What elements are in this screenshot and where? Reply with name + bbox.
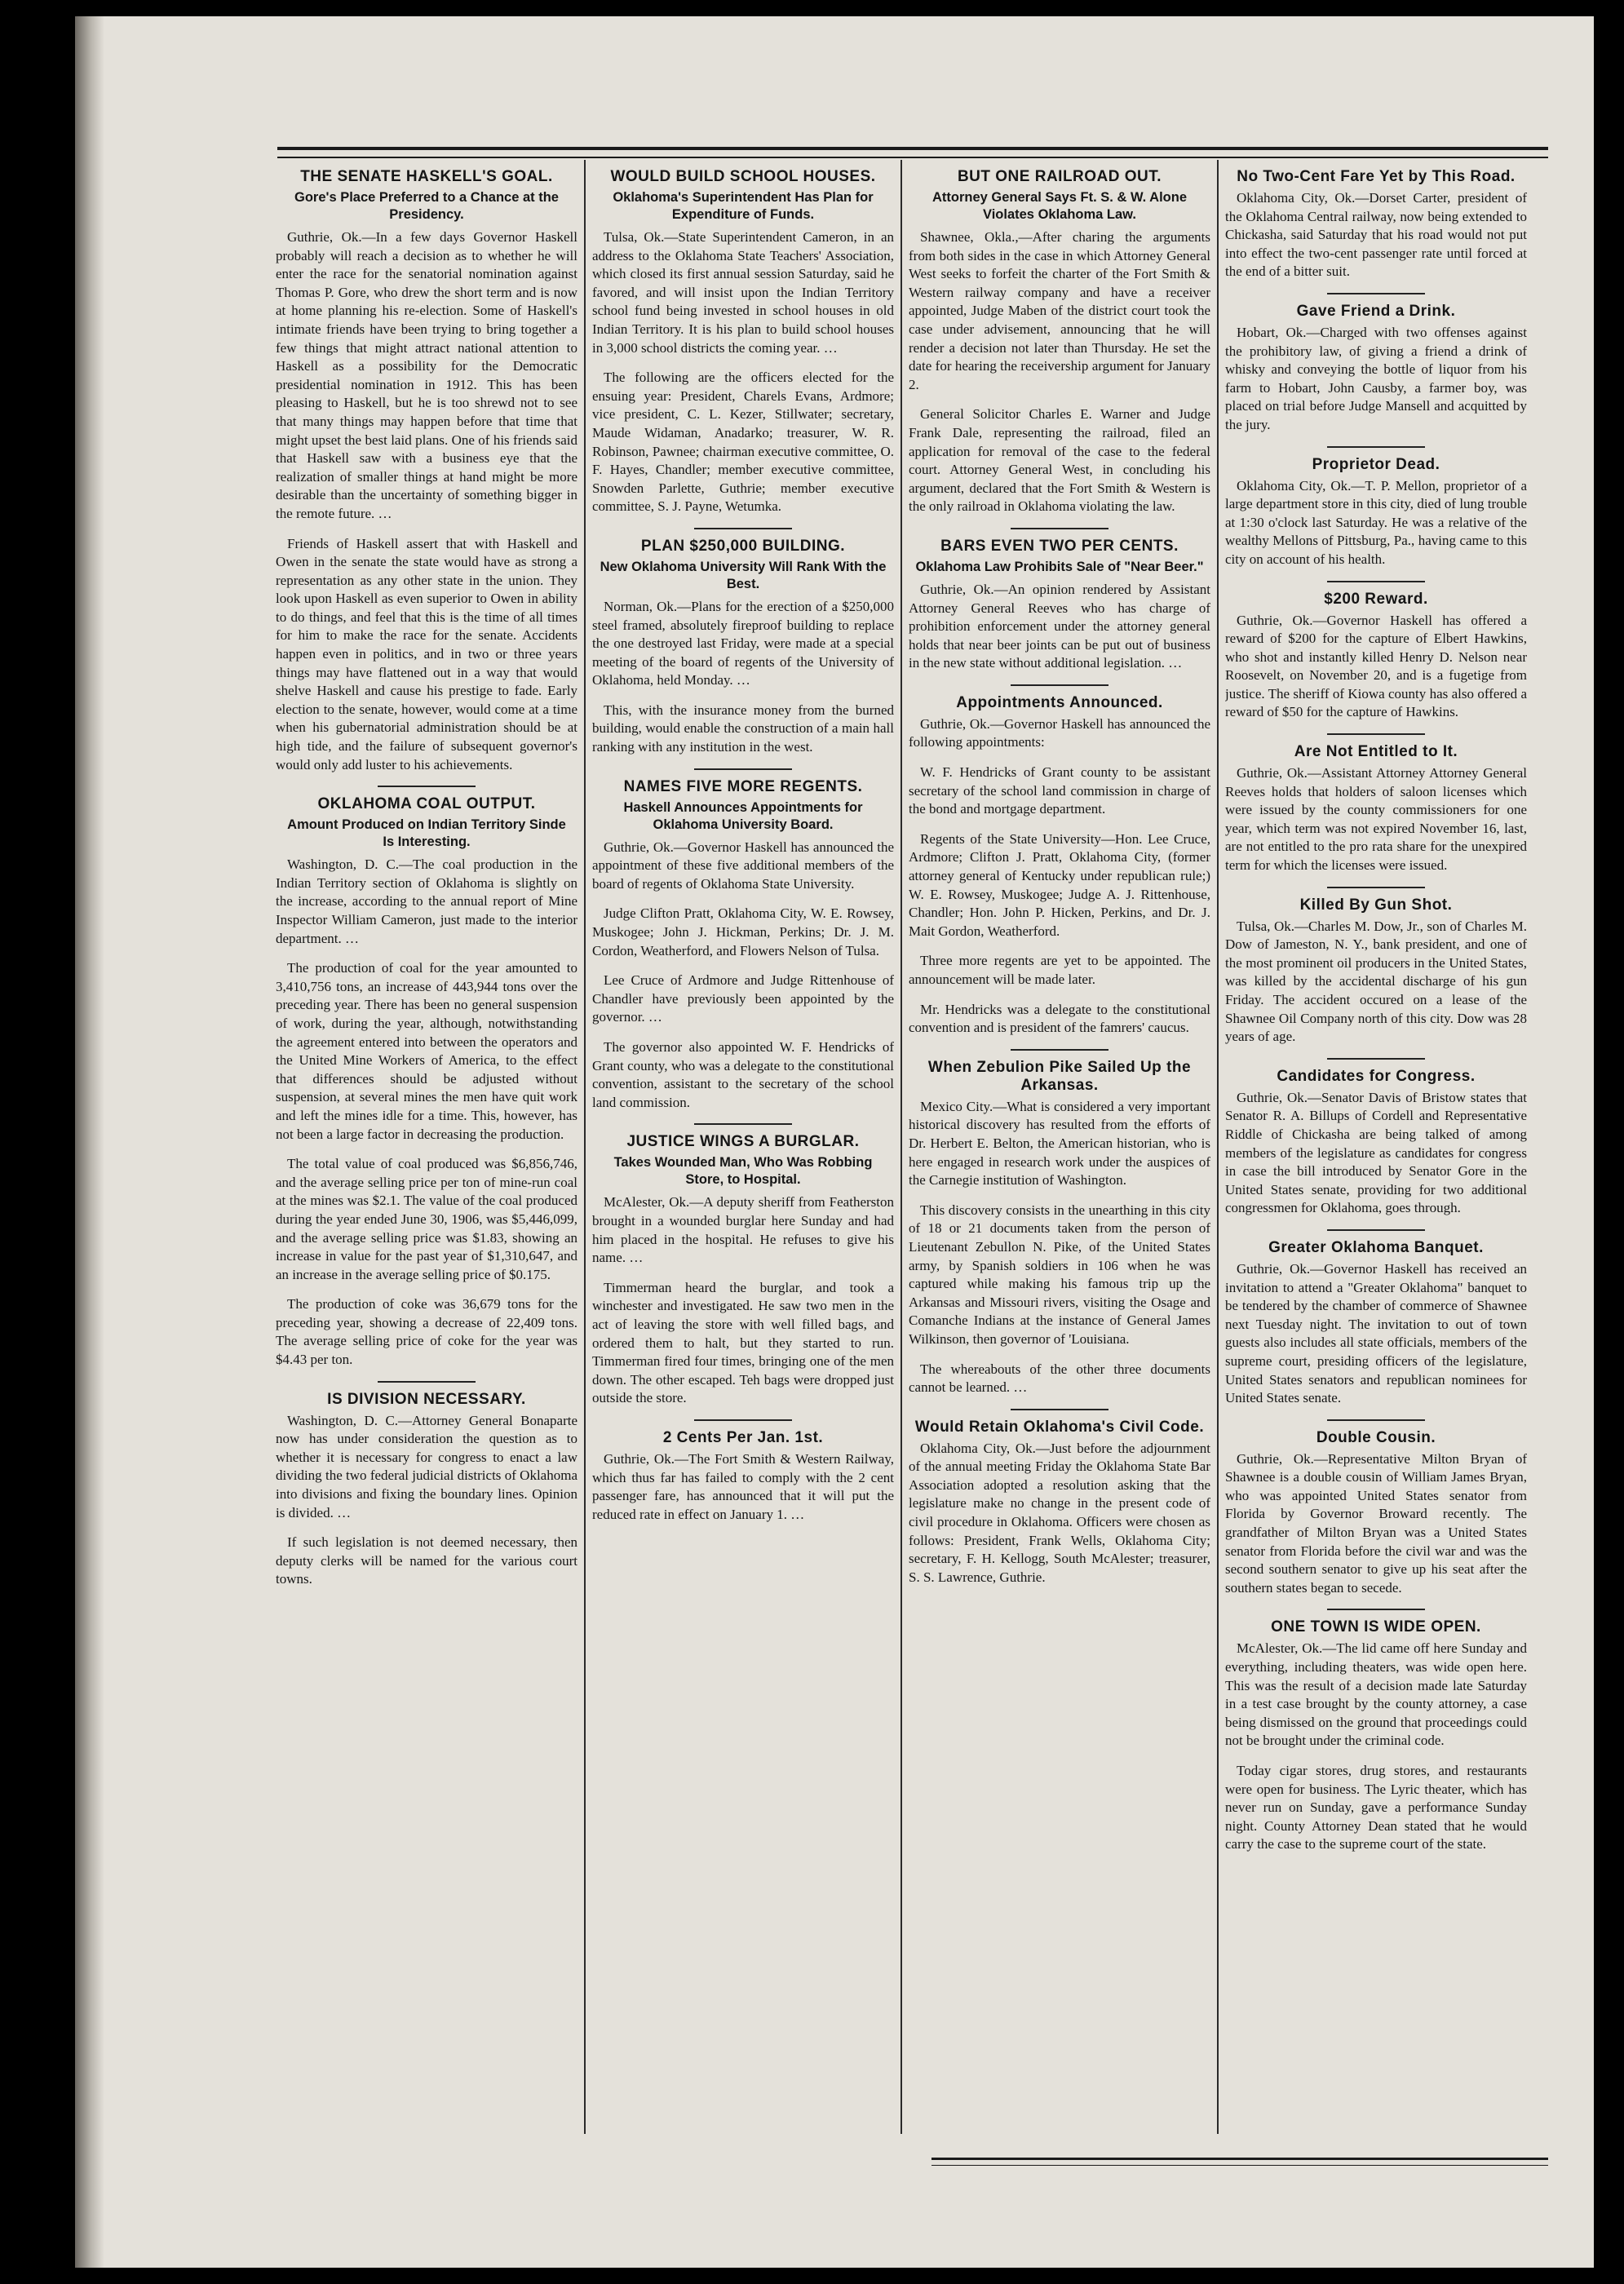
article-divider — [694, 528, 792, 529]
article-divider — [1327, 1609, 1425, 1610]
article-divider — [1327, 293, 1425, 294]
article-headline: JUSTICE WINGS A BURGLAR. — [626, 1133, 860, 1151]
column-4 — [1225, 163, 1527, 2153]
article — [1225, 303, 1527, 435]
article-headline: Candidates for Congress. — [1277, 1067, 1476, 1085]
article-body: Shawnee, Okla.,—After charing the arguments from both sides in the case in which Attorney General West seeks to forfeit the charter of the Fort Smith & Western railway company and have a receiver appointed, Judge Maben of the district court took the case under advisement, announcing that he will render a decision not later than Thursday. He set the date for hearing the receivership argument for January 2. — [909, 229, 1210, 392]
article-subhead: New Oklahoma University Will Rank With the Best. — [600, 559, 887, 591]
bottom-rule — [931, 2158, 1548, 2166]
article-headline: Double Cousin. — [1316, 1428, 1436, 1446]
article — [909, 1202, 1210, 1349]
article — [909, 1001, 1210, 1038]
article-body: The production of coke was 36,679 tons for the preceding year, showing a decrease of 22,409 tons. The average selling price of coke for the year was $4.43 per ton. — [276, 1296, 577, 1368]
column-1 — [276, 163, 577, 2153]
article — [276, 795, 577, 948]
article — [1225, 591, 1527, 723]
article-body: Mexico City.—What is considered a very important historical discovery has resulted from the efforts of Dr. Herbert E. Belton, the American historian, who is here engaged in research work under the auspices of the Carnegie institution of Washington. — [909, 1098, 1210, 1188]
column-2 — [592, 163, 894, 2153]
article-body: The production of coal for the year amounted to 3,410,756 tons, an increase of 443,944 tons over the preceding year. There has been no general suspension of work, during the year, although, notwithstanding the agreement entered into between the operators and the United Mine Workers of America, to the effect that differences should be adjusted without suspension, at several mines the men have quit work and left the mines idle for a time. This, however, has not been a large factor in decreasing the production. — [276, 960, 577, 1142]
article-subhead: Haskell Announces Appointments for Oklahoma University Board. — [623, 799, 863, 832]
article-divider — [694, 768, 792, 770]
article-headline: IS DIVISION NECESSARY. — [327, 1390, 526, 1408]
article — [1225, 1429, 1527, 1598]
article-body: Guthrie, Ok.—Senator Davis of Bristow states that Senator R. A. Billups of Cordell and Representative Riddle of Chickasha are being talked of among members of the legislature as candidates for congress in case the bill introduced by Senator Gore in the United States senate, providing for two additional congressmen for Oklahoma, goes through. — [1225, 1089, 1527, 1216]
article — [276, 535, 577, 775]
article-body: This discovery consists in the unearthing in this city of 18 or 21 documents taken from the person of Lieutenant Zebullon N. Pike, of the United States army, by Spanish soldiers in 106 when he was captured while making his famous trip up the Arkansas and Missouri rivers, visiting the Osage and Comanche Indians at the instance of General James Wilkinson, then governor of 'Louisiana. — [909, 1202, 1210, 1347]
article-body: Guthrie, Ok.—Governor Haskell has offered a reward of $200 for the capture of Elbert Hawkins, who shot and instantly killed Henry D. Nelson near Roosevelt, on November 20, and is a fugetige from justice. The sheriff of Kiowa county has also offered a reward of $50 for the capture of Hawkins. — [1225, 612, 1527, 720]
article — [909, 952, 1210, 989]
column-rule — [1217, 160, 1219, 2134]
article-body: Lee Cruce of Ardmore and Judge Rittenhouse of Chandler have previously been appointed by the governor. … — [592, 972, 894, 1025]
article-body: Norman, Ok.—Plans for the erection of a $250,000 steel framed, absolutely fireproof building to replace the one destroyed last Friday, were made at a special meeting of the board of regents of the University of Oklahoma, held Monday. … — [592, 598, 894, 688]
article-body: Guthrie, Ok.—Governor Haskell has received an invitation to attend a "Greater Oklahoma" banquet to be tendered by the chamber of commerce of Shawnee next Tuesday night. The invitation to out of town guests also includes all state officials, members of the supreme court, presiding officers of the legislature, United States senators and republican nominees for United States senate. — [1225, 1260, 1527, 1406]
article-headline: Gave Friend a Drink. — [1296, 302, 1456, 320]
article — [1225, 1618, 1527, 1751]
article-headline: PLAN $250,000 BUILDING. — [640, 537, 846, 555]
article — [909, 694, 1210, 752]
article-body: The governor also appointed W. F. Hendricks of Grant county, who was a delegate to the constitutional convention, assistant to the secretary of the school land commission. — [592, 1039, 894, 1110]
article-body: The total value of coal produced was $6,856,746, and the average selling price per ton of mine-run coal at the mines was $2.1. The value of the coal produced during the year ended June 30, 1906, was $5,446,099, and the average selling price was $1.83, showing an increase in value for the past year of $1,310,647, and an increase in the average selling price of $0.175. — [276, 1156, 577, 1282]
article — [592, 1429, 894, 1524]
article — [276, 1391, 577, 1523]
article-body: Judge Clifton Pratt, Oklahoma City, W. E. Rowsey, Muskogee; John J. Hickman, Perkins; Dr. J. M. Cordon, Weatherford, and Flowers Nelson of Tulsa. — [592, 905, 894, 958]
article-body: Guthrie, Ok.—An opinion rendered by Assistant Attorney General Reeves who has charge of prohibition enforcement under the attorney general holds that near beer joints can be put out of business in the new state without additional legislation. … — [909, 581, 1210, 671]
article-headline: BARS EVEN TWO PER CENTS. — [940, 537, 1179, 555]
article-headline: Killed By Gun Shot. — [1299, 896, 1453, 914]
article-body: Guthrie, Ok.—Governor Haskell has announced the appointment of these five additional members of the board of regents of Oklahoma State University. — [592, 839, 894, 892]
article-body: Timmerman heard the burglar, and took a winchester and investigated. He saw two men in the act of leaving the store with well filled bags, and ordered them to halt, but they started to run. Timmerman fired four times, bringing one of the men down. The other escaped. Teh bags were dropped just outside the store. — [592, 1279, 894, 1406]
article — [592, 1133, 894, 1267]
article-body: McAlester, Ok.—The lid came off here Sunday and everything, including theaters, was wide open here. This was the result of a decision made late Saturday in a test case brought by the county attorney, a case being dismissed on the ground that proceedings could not be brought under the criminal code. — [1225, 1640, 1527, 1749]
article — [1225, 168, 1527, 281]
article — [1225, 1239, 1527, 1408]
article — [592, 778, 894, 894]
article — [592, 1279, 894, 1408]
article — [909, 538, 1210, 673]
article — [909, 168, 1210, 394]
article — [1225, 896, 1527, 1047]
article-subhead: Gore's Place Preferred to a Chance at the Presidency. — [294, 190, 559, 222]
article-body: Tulsa, Ok.—Charles M. Dow, Jr., son of Charles M. Dow of Jameston, N. Y., bank president, and one of the most prominent oil producers in the United States, was killed by the accidental discharge of his gun Friday. The accident occured on a lease of the Shawnee Oil Company north of this city. Dow was 28 years of age. — [1225, 918, 1527, 1045]
article-body: This, with the insurance money from the burned building, would enable the construction of a main hall ranking with any institution in the west. — [592, 702, 894, 755]
article — [592, 702, 894, 757]
article — [909, 1059, 1210, 1190]
article-body: If such legislation is not deemed necessary, then deputy clerks will be named for the various court towns. — [276, 1534, 577, 1587]
article-headline: Are Not Entitled to It. — [1294, 743, 1458, 761]
article — [909, 764, 1210, 819]
article — [909, 1361, 1210, 1397]
article — [592, 369, 894, 516]
article-subhead: Attorney General Says Ft. S. & W. Alone Violates Oklahoma Law. — [931, 190, 1188, 222]
article — [276, 1534, 577, 1589]
article-subhead: Amount Produced on Indian Territory Sinde Is Interesting. — [287, 817, 566, 850]
article-subhead: Oklahoma Law Prohibits Sale of "Near Beer." — [915, 559, 1204, 574]
newspaper-page — [75, 16, 1594, 2268]
article-divider — [1327, 581, 1425, 582]
article — [276, 1295, 577, 1369]
article-divider — [1011, 1049, 1108, 1051]
article-divider — [1011, 1409, 1108, 1410]
article — [909, 405, 1210, 516]
article-body: W. F. Hendricks of Grant county to be assistant secretary of the school land commission in charge of the bond and mortgage department. — [909, 764, 1210, 817]
column-rule — [901, 160, 902, 2134]
article-body: McAlester, Ok.—A deputy sheriff from Featherston brought in a wounded burglar here Sunday and had him placed in the hospital. He refuses to give his name. … — [592, 1194, 894, 1266]
article-body: Oklahoma City, Ok.—Dorset Carter, president of the Oklahoma Central railway, now being extended to Chickasha, said Saturday that his road would not put into effect the two-cent passenger rate until forced at the end of a bitter suit. — [1225, 190, 1527, 280]
column-3 — [909, 163, 1210, 2153]
article-divider — [1327, 887, 1425, 888]
article-headline: No Two-Cent Fare Yet by This Road. — [1237, 168, 1516, 185]
article-divider — [1327, 1058, 1425, 1060]
article-body: Tulsa, Ok.—State Superintendent Cameron, in an address to the Oklahoma State Teachers' Association, which closed its first annual session Saturday, said he favored, and will insist upon the Indian Territory school fund being invested in school houses in old Indian Territory. It is his plan to build school houses in 3,000 school districts the coming year. … — [592, 229, 894, 356]
article-subhead: Takes Wounded Man, Who Was Robbing Store, to Hospital. — [613, 1155, 873, 1188]
article — [1225, 743, 1527, 875]
article-body: Friends of Haskell assert that with Haskell and Owen in the senate the state would have as strong a representation as any other state in the union. They look upon Haskell as even superior to Owen in ability to do things, and feel that this is the time of all times for him to make the race for the senate. Accidents happen even in politics, and in two or three years things may have flattened out in a way that would shelve Haskell and cause his prestige to fade. Early election to the senate, however, would come at a time when his gubernatorial administration should be at high tide, and the failure of subsequent governor's would only add luster to his achievements. — [276, 535, 577, 772]
article-body: Hobart, Ok.—Charged with two offenses against the prohibitory law, of giving a friend a drink of whisky and conveying the bottle of liquor from his farm to Hobart, John Causby, a farmer boy, was placed on trial before Judge Mansell and acquitted by the jury. — [1225, 324, 1527, 432]
article — [909, 830, 1210, 941]
article-divider — [1011, 528, 1108, 529]
article-headline: THE SENATE HASKELL'S GOAL. — [300, 168, 553, 185]
article-divider — [1327, 1229, 1425, 1231]
article-divider — [1327, 733, 1425, 735]
article-headline: Greater Oklahoma Banquet. — [1268, 1238, 1484, 1256]
article-body: Three more regents are yet to be appointed. The announcement will be made later. — [909, 953, 1210, 987]
article — [592, 1038, 894, 1112]
article-body: Regents of the State University—Hon. Lee Cruce, Ardmore; Clifton J. Pratt, Oklahoma City, (former attorney general of Kentucky under republican rule;) W. E. Rowsey, Muskogee; Judge A. J. Rittenhouse, Chandler; Hon. John P. Hicken, Perkins, and Dr. J. Mait Gordon, Weatherford. — [909, 830, 1210, 939]
article — [1225, 1762, 1527, 1854]
article-divider — [694, 1419, 792, 1421]
article-body: Guthrie, Ok.—The Fort Smith & Western Railway, which thus far has failed to comply with the 2 cent passenger fare, has announced that it will put the reduced rate in effect on January 1. … — [592, 1450, 894, 1522]
article-body: Mr. Hendricks was a delegate to the constitutional convention and is president of the famrers' caucus. — [909, 1001, 1210, 1036]
article — [276, 1155, 577, 1284]
article-headline: Proprietor Dead. — [1312, 455, 1440, 473]
column-rule — [584, 160, 586, 2134]
article — [592, 905, 894, 960]
article — [276, 168, 577, 524]
article-body: Guthrie, Ok.—In a few days Governor Haskell probably will reach a decision as to whether he will enter the race for the senatorial nomination against Thomas P. Gore, who drew the short term and is now at home planning his re-election. Some of Haskell's intimate friends have been trying to bring together a few things that might attract national attention to Haskell as a possibility for the Democratic presidential nomination in 1912. This has been pleasing to Haskell, but he is too shrewd not to see that many things may happen before that time that might upset the best laid plans. One of his friends said that Haskell saw with a business eye that the realization of smaller things at hand might be more desirable than the uncertainty of something bigger in the remote future. … — [276, 229, 577, 521]
article-divider — [1327, 446, 1425, 448]
article-headline: BUT ONE RAILROAD OUT. — [957, 168, 1162, 185]
article-body: Guthrie, Ok.—Assistant Attorney Attorney General Reeves holds that holders of saloon licenses which were issued by the county commissioners for one year, which term was not expired November 16, last, are not entitled to the pro rata share for the unexpired term for which the licenses were issued. — [1225, 765, 1527, 874]
article — [1225, 456, 1527, 569]
article-subhead: Oklahoma's Superintendent Has Plan for Expenditure of Funds. — [613, 190, 874, 222]
article-body: Oklahoma City, Ok.—T. P. Mellon, proprietor of a large department store in this city, died of lung trouble at 1:30 o'clock last Saturday. He was a relative of the wealthy Mellons of Pittsburg, Pa., having came to this city on account of his health. — [1225, 477, 1527, 567]
top-rule — [277, 147, 1548, 158]
article — [592, 538, 894, 690]
article-body: Oklahoma City, Ok.—Just before the adjournment of the annual meeting Friday the Oklahoma State Bar Association adopted a resolution asking that the legislature make no change in the present code of civil procedure in Oklahoma. Officers were chosen as follows: President, Frank Wells, Oklahoma City; secretary, F. H. Kellogg, South McAlester; treasurer, S. S. Lawrence, Guthrie. — [909, 1440, 1210, 1585]
article-divider — [378, 1381, 476, 1383]
article-body: Washington, D. C.—Attorney General Bonaparte now has under consideration the question as to whether it is necessary for congress to enact a law dividing the two federal judicial districts of Oklahoma into divisions and fixing the boundary lines. Opinion is divided. … — [276, 1412, 577, 1520]
article-body: Today cigar stores, drug stores, and restaurants were open for business. The Lyric theater, which has never run on Sunday, gave a performance Sunday night. County Attorney Dean stated that he would carry the case to the supreme court of the state. — [1225, 1763, 1527, 1852]
article-divider — [1327, 1419, 1425, 1421]
article-headline: ONE TOWN IS WIDE OPEN. — [1271, 1618, 1481, 1636]
article-headline: OKLAHOMA COAL OUTPUT. — [317, 795, 536, 813]
article-body: Guthrie, Ok.—Representative Milton Bryan of Shawnee is a double cousin of William James Bryan, who was appointed United States senator from Florida by Governor Broward recently. The grandfather of Milton Bryan was a United States senator from Florida before the civil war and was the second southern senator to give up his seat after the southern states began to secede. — [1225, 1450, 1527, 1596]
article-headline: 2 Cents Per Jan. 1st. — [662, 1428, 824, 1446]
article-headline: When Zebulion Pike Sailed Up the Arkansas. — [927, 1058, 1192, 1094]
article-divider — [378, 786, 476, 787]
article-headline: Appointments Announced. — [956, 693, 1163, 711]
article — [592, 168, 894, 357]
article — [1225, 1068, 1527, 1218]
article — [276, 959, 577, 1144]
article-body: Guthrie, Ok.—Governor Haskell has announced the following appointments: — [909, 715, 1210, 750]
article-divider — [694, 1123, 792, 1125]
article-headline: NAMES FIVE MORE REGENTS. — [623, 777, 863, 795]
article-body: General Solicitor Charles E. Warner and Judge Frank Dale, representing the railroad, filed an application for removal of the case to the federal court. Attorney General West, in concluding his argument, declared that the Fort Smith & Western is the only railroad in Oklahoma violating the law. — [909, 406, 1210, 515]
article — [909, 1419, 1210, 1587]
article-headline: WOULD BUILD SCHOOL HOUSES. — [610, 168, 876, 185]
article-divider — [1011, 684, 1108, 686]
article-headline: $200 Reward. — [1324, 590, 1428, 608]
article-body: Washington, D. C.—The coal production in the Indian Territory section of Oklahoma is slightly on the increase, according to the annual report of Mine Inspector William Cameron, just made to the interior department. … — [276, 856, 577, 946]
article-body: The whereabouts of the other three documents cannot be learned. … — [909, 1361, 1210, 1396]
article-headline: Would Retain Oklahoma's Civil Code. — [914, 1418, 1205, 1436]
article — [592, 972, 894, 1027]
page-edge-shadow — [75, 16, 104, 2268]
article-body: The following are the officers elected for the ensuing year: President, Charels Evans, Ardmore; vice president, C. L. Kezer, Stillwater; secretary, Maude Widaman, Anadarko; treasurer, W. R. Robinson, Pawnee; chairman executive committee, O. F. Hayes, Chandler; member executive committee, Snowden Parlette, Guthrie; member executive committee, S. J. Payne, Wetumka. — [592, 370, 894, 515]
